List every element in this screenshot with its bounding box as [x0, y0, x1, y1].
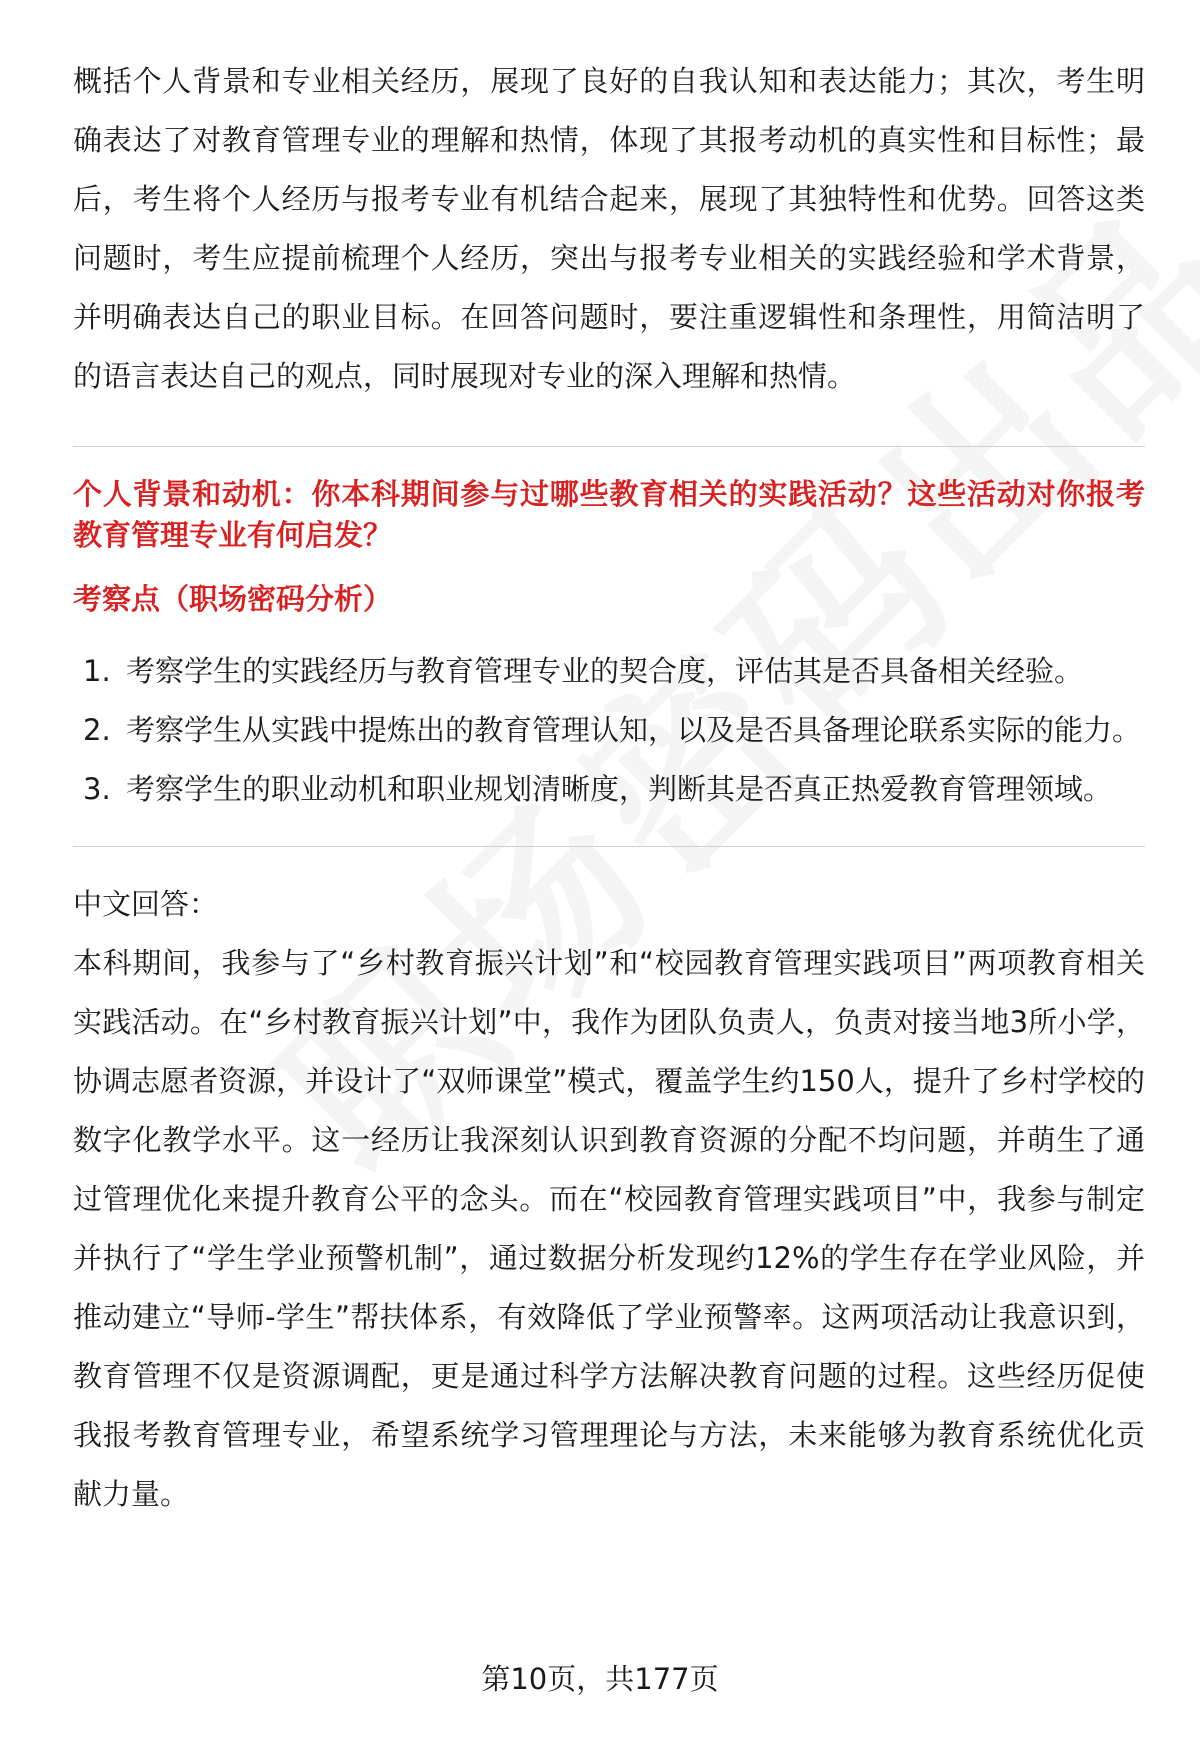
- assessment-point: [73, 701, 1145, 760]
- assessment-point: [73, 760, 1145, 819]
- section-divider: [73, 446, 1145, 447]
- question-heading: 个人背景和动机：你本科期间参与过哪些教育相关的实践活动？这些活动对你报考教育管理专业有何启发？: [73, 477, 1145, 552]
- assessment-points-list: [73, 642, 1145, 819]
- point-number: 1.: [83, 654, 111, 688]
- section-divider: [73, 846, 1145, 847]
- point-text: 考察学生从实践中提炼出的教育管理认知，以及是否具备理论联系实际的能力。: [126, 713, 1142, 747]
- point-number: 3.: [83, 772, 111, 806]
- answer-paragraph: 本科期间，我参与了“乡村教育振兴计划”和“校园教育管理实践项目”两项教育相关实践活动。在“乡村教育振兴计划”中，我作为团队负责人，负责对接当地3所小学，协调志愿者资源，并设计了“双师课堂”模式，覆盖学生约150人，提升了乡村学校的数字化教学水平。这一经历让我深刻认识到教育资源的分配不均问题，并萌生了通过管理优化来提升教育公平的念头。而在“校园教育管理实践项目”中，我参与制定并执行了“学生学业预警机制”，通过数据分析发现约12%的学生存在学业风险，并推动建立“导师-学生”帮扶体系，有效降低了学业预警率。这两项活动让我意识到，教育管理不仅是资源调配，更是通过科学方法解决教育问题的过程。这些经历促使我报考教育管理专业，希望系统学习管理理论与方法，未来能够为教育系统优化贡献力量。: [73, 946, 1145, 1511]
- assessment-title: 考察点（职场密码分析）: [73, 582, 393, 616]
- point-text: 考察学生的职业动机和职业规划清晰度，判断其是否真正热爱教育管理领域。: [126, 772, 1113, 806]
- intro-paragraph: 概括个人背景和专业相关经历，展现了良好的自我认知和表达能力；其次，考生明确表达了对教育管理专业的理解和热情，体现了其报考动机的真实性和目标性；最后，考生将个人经历与报考专业有机结合起来，展现了其独特性和优势。回答这类问题时，考生应提前梳理个人经历，突出与报考专业相关的实践经验和学术背景，并明确表达自己的职业目标。在回答问题时，要注重逻辑性和条理性，用简洁明了的语言表达自己的观点，同时展现对专业的深入理解和热情。: [73, 64, 1145, 393]
- assessment-point: [73, 642, 1145, 701]
- page-content: [73, 52, 1145, 1524]
- page-number-footer: 第10页，共177页: [481, 1662, 719, 1696]
- point-number: 2.: [83, 713, 111, 747]
- answer-label: 中文回答：: [73, 887, 219, 921]
- point-text: 考察学生的实践经历与教育管理专业的契合度，评估其是否具备相关经验。: [126, 654, 1084, 688]
